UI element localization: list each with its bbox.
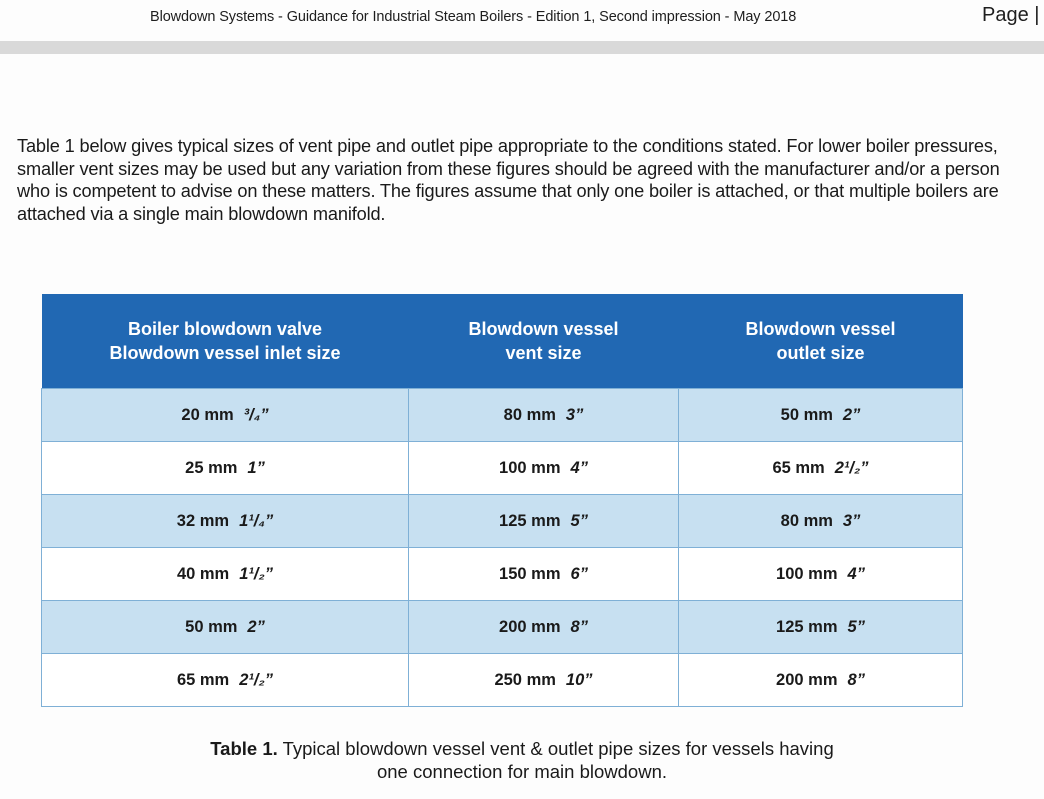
pipe-size-table-container: [41, 294, 962, 707]
table-cell: [42, 654, 409, 707]
header-line: outlet size: [776, 343, 865, 363]
mm-value: 125 mm: [499, 511, 561, 530]
running-header: [0, 6, 1044, 30]
inch-value: 8”: [570, 617, 588, 636]
mm-value: 200 mm: [499, 617, 561, 636]
inch-value: 2”: [247, 617, 265, 636]
header-line: Boiler blowdown valve: [127, 319, 323, 339]
inch-value: 5”: [847, 617, 865, 636]
table-row: [42, 654, 963, 707]
caption-line-1: [0, 737, 1044, 760]
page-number-label: Page |: [982, 4, 1040, 26]
inch-value: 5”: [570, 511, 588, 530]
header-vent-size: [409, 294, 679, 389]
mm-value: 65 mm: [176, 670, 230, 689]
pipe-size-table: [41, 294, 963, 707]
header-line: Blowdown vessel: [745, 319, 896, 339]
table-cell: [409, 601, 679, 654]
header-divider: [0, 41, 1044, 54]
table-row: [42, 548, 963, 601]
table-cell: [679, 548, 963, 601]
caption-label: Table 1.: [210, 738, 278, 759]
mm-value: 20 mm: [181, 405, 234, 424]
inch-value: 10”: [565, 670, 593, 689]
table-row: [42, 442, 963, 495]
header-line: Blowdown vessel inlet size: [109, 343, 341, 363]
mm-value: 100 mm: [499, 458, 561, 477]
table-cell: [679, 389, 963, 442]
table-header-row: [42, 294, 963, 389]
inch-value: 3”: [842, 511, 861, 530]
document-title: Blowdown Systems - Guidance for Industrial Steam Boilers - Edition 1, Second impression - May 2018: [150, 9, 797, 25]
table-row: [42, 495, 963, 548]
mm-value: 100 mm: [776, 564, 838, 583]
mm-value: 150 mm: [499, 564, 561, 583]
caption-line-2: one connection for main blowdown.: [376, 761, 667, 782]
inch-value: 4”: [570, 458, 588, 477]
inch-value: 2¹/₂”: [834, 458, 869, 477]
table-row: [42, 601, 963, 654]
table-cell: [679, 495, 963, 548]
mm-value: 65 mm: [772, 458, 825, 477]
inch-value: 3”: [565, 405, 584, 424]
mm-value: 200 mm: [776, 670, 838, 689]
mm-value: 250 mm: [494, 670, 556, 689]
table-cell: [409, 654, 679, 707]
table-cell: [679, 601, 963, 654]
table-cell: [42, 601, 409, 654]
inch-value: 6”: [570, 564, 588, 583]
header-inlet-size: [42, 294, 409, 389]
table-cell: [42, 389, 409, 442]
table-cell: [679, 442, 963, 495]
header-line: vent size: [505, 343, 582, 363]
table-cell: [42, 495, 409, 548]
mm-value: 50 mm: [185, 617, 238, 636]
table-caption: [0, 737, 1044, 783]
header-outlet-size: [679, 294, 963, 389]
inch-value: 1¹/₄”: [239, 511, 274, 530]
mm-value: 50 mm: [780, 405, 833, 424]
inch-value: 1¹/₂”: [239, 564, 274, 583]
inch-value: 2”: [842, 405, 861, 424]
inch-value: 8”: [847, 670, 865, 689]
mm-value: 25 mm: [185, 458, 238, 477]
inch-value: 4”: [847, 564, 865, 583]
inch-value: 2¹/₂”: [239, 670, 274, 689]
table-cell: [409, 442, 679, 495]
mm-value: 80 mm: [780, 511, 833, 530]
caption-text: Typical blowdown vessel vent & outlet pipe sizes for vessels having: [277, 738, 834, 759]
header-line: Blowdown vessel: [468, 319, 619, 339]
mm-value: 32 mm: [176, 511, 230, 530]
table-cell: [42, 548, 409, 601]
mm-value: 125 mm: [776, 617, 838, 636]
table-cell: [42, 442, 409, 495]
table-cell: [409, 495, 679, 548]
inch-value: ³/₄”: [243, 405, 269, 424]
table-row: [42, 389, 963, 442]
intro-paragraph: Table 1 below gives typical sizes of vent pipe and outlet pipe appropriate to the conditions stated. For lower boiler pressures, smaller vent sizes may be used but any variation from these figures should be agreed with the manufacturer and/or a person who is competent to advise on these matters. The figures assume that only one boiler is attached, or that multiple boilers are attached via a single main blowdown manifold.: [17, 136, 1000, 224]
inch-value: 1”: [247, 458, 265, 477]
table-cell: [409, 389, 679, 442]
mm-value: 80 mm: [503, 405, 556, 424]
table-cell: [679, 654, 963, 707]
table-cell: [409, 548, 679, 601]
mm-value: 40 mm: [176, 564, 230, 583]
